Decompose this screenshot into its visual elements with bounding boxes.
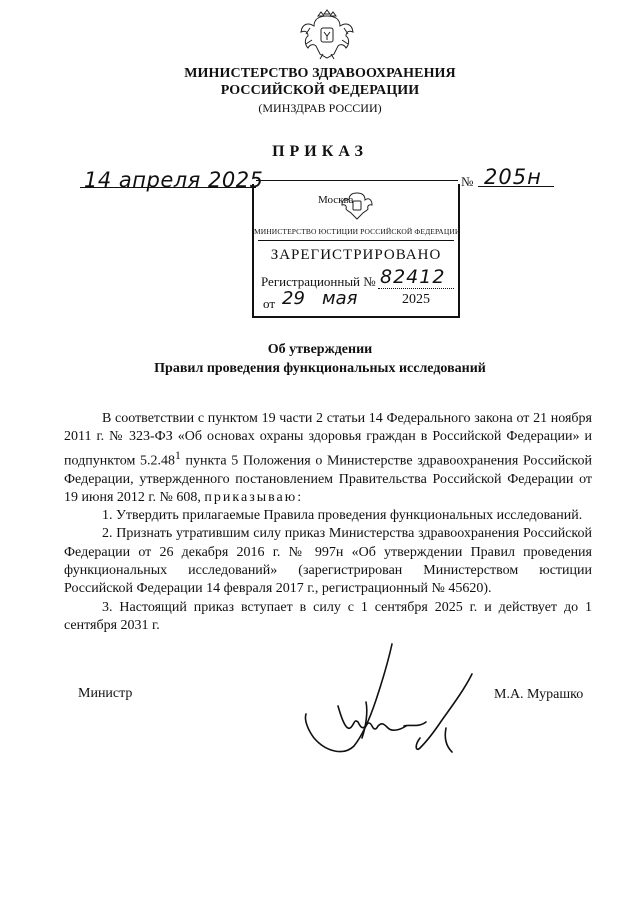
document-type: ПРИКАЗ [272, 143, 368, 160]
stamp-ministry: МИНИСТЕРСТВО ЮСТИЦИИ РОССИЙСКОЙ ФЕДЕРАЦИИ [254, 227, 461, 236]
intro-text-rest: пункта 5 Положения о Министерстве здравоохранения Российской Федерации, утвержденного постановлением Правительства Российской Федерации от 19 июня 2012 г. № 608, [64, 453, 592, 505]
signer-position: Министр [78, 686, 133, 701]
stamp-city: Москва [318, 194, 354, 206]
stamp-reg-label: Регистрационный № [261, 274, 376, 289]
footnote-mark: 1 [175, 448, 181, 462]
stamp-from-label: от [263, 296, 276, 311]
item-2: 2. Признать утратившим силу приказ Министерства здравоохранения Российской Федерации от 26 декабря 2016 г. № 997н «Об утверждении Правил проведения функциональных исследований» (зарегистрирован Министерством юстиции Российской Федерации 14 февраля 2017 г., регистрационный № 45620). [64, 526, 592, 597]
order-word: приказываю: [204, 489, 304, 505]
coat-of-arms-icon [296, 6, 358, 62]
title-line1: Об утверждении [267, 342, 373, 357]
order-number: 205н [484, 165, 542, 189]
signer-name: М.А. Мурашко [494, 687, 584, 702]
ministry-short-name: (МИНЗДРАВ РОССИИ) [258, 101, 382, 115]
number-underline [478, 186, 554, 187]
item-1: 1. Утвердить прилагаемые Правила проведения функциональных исследований. [102, 508, 583, 524]
registration-stamp [252, 184, 460, 318]
order-date: 14 апреля 2025 [84, 168, 264, 192]
handwritten-signature-icon [296, 642, 480, 760]
intro-paragraph [64, 410, 592, 507]
intro-text: В соответствии с пунктом 19 части 2 статьи 14 Федерального закона от 21 ноября 2011 г. № 323-ФЗ «Об основах охраны здоровья граждан в Российской Федерации» и подпунктом 5.2.48 [64, 411, 592, 469]
item-3: 3. Настоящий приказ вступает в силу с 1 сентября 2025 г. и действует до 1 сентября 2031 г. [64, 599, 592, 633]
eagle-seal-icon [340, 190, 374, 222]
title-line2: Правил проведения функциональных исследований [154, 361, 486, 376]
date-underline [80, 187, 256, 188]
order-number-label: № [461, 174, 474, 189]
stamp-registered: ЗАРЕГИСТРИРОВАНО [270, 247, 442, 263]
stamp-month: мая [322, 288, 358, 309]
stamp-year: 2025 [402, 292, 430, 307]
stamp-reg-number: 82412 [380, 266, 446, 288]
stamp-top-line [256, 180, 458, 181]
stamp-reg-underline [378, 288, 454, 289]
ministry-name-line1: МИНИСТЕРСТВО ЗДРАВООХРАНЕНИЯ [184, 66, 456, 81]
document-body [64, 410, 592, 635]
stamp-day: 29 [282, 288, 305, 309]
ministry-name-line2: РОССИЙСКОЙ ФЕДЕРАЦИИ [220, 83, 420, 98]
stamp-divider [258, 240, 454, 241]
